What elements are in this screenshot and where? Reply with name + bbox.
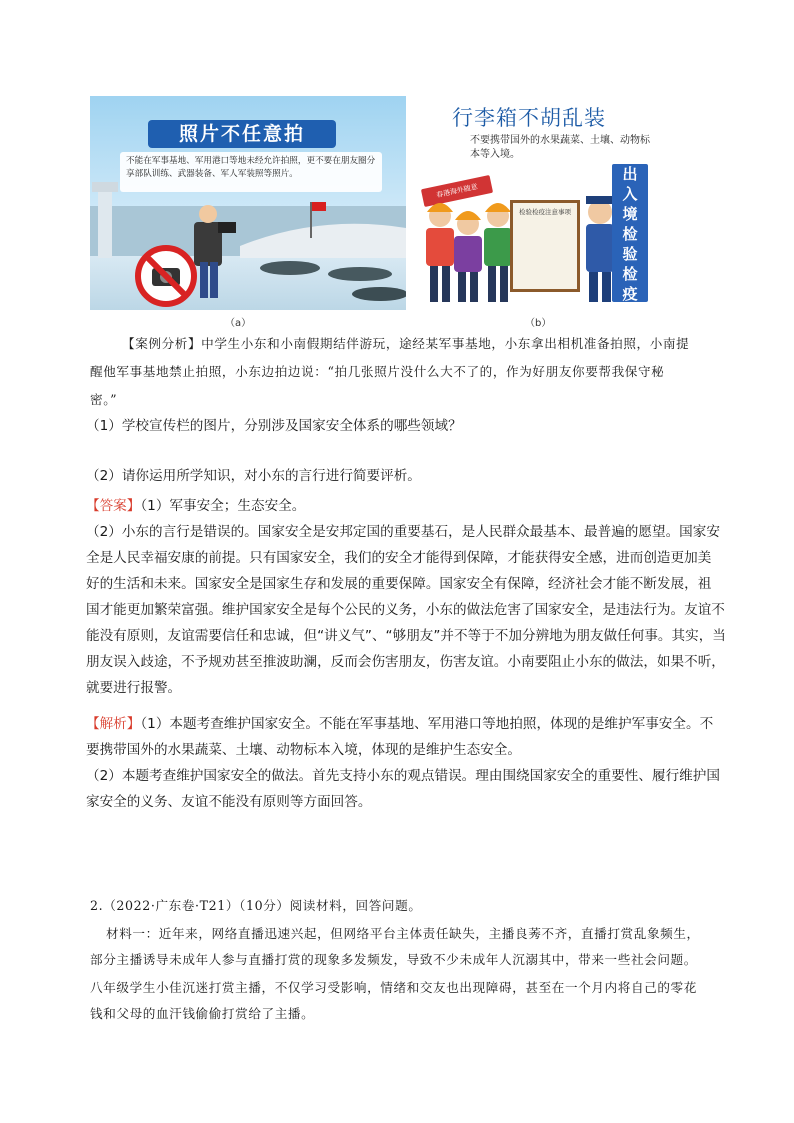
case-line-3: 密。” (90, 392, 118, 407)
caption-a: （a） (225, 318, 252, 329)
material-line-4: 钱和父母的血汗钱偷偷打赏给了主播。 (90, 1006, 315, 1021)
case-line-2: 醒他军事基地禁止拍照，小东边拍边说：“拍几张照片没什么大不了的，作为好朋友你要帮我保守秘 (90, 364, 665, 379)
analysis-line: 家安全的义务、友谊不能没有原则等方面回答。 (86, 794, 372, 810)
sign-char: 检 (622, 225, 638, 243)
luggage-rule-title: 行李箱不胡乱装 (452, 106, 606, 130)
notice-board-title: 检验检疫注意事项 (519, 208, 571, 216)
no-camera-icon (134, 244, 198, 308)
sign-char: 疫 (622, 285, 638, 303)
analysis-part-1: （1）本题考查维护国家安全。不能在军事基地、军用港口等地拍照，体现的是维护军事安全。不 (140, 716, 714, 732)
answer-part-1: （1）军事安全；生态安全。 (140, 498, 306, 514)
material-line-2: 部分主播诱导未成年人参与直播打赏的现象多发频发，导致不少未成年人沉溺其中，带来一些社会问题。 (90, 952, 697, 967)
material-line-3: 八年级学生小佳沉迷打赏主播，不仅学习受影响，情绪和交友也出现障碍，甚至在一个月内将自己的零花 (90, 980, 697, 995)
question-2: （2）请你运用所学知识，对小东的言行进行简要评析。 (86, 468, 421, 484)
sign-char: 入 (622, 185, 638, 203)
photo-rule-note: 不能在军事基地、军用港口等地未经允许拍照，更不要在朋友圈分享部队训练、武器装备、军人军装照等照片。 (120, 152, 382, 192)
analysis-line: 要携带国外的水果蔬菜、土壤、动物标本入境，体现的是维护生态安全。 (86, 742, 521, 758)
answer-label: 【答案】 (86, 498, 141, 514)
notice-board (510, 200, 580, 292)
answer-line: 好的生活和未来。国家安全是国家生存和发展的重要保障。国家安全有保障，经济社会才能不断发展，祖 (86, 576, 712, 592)
quarantine-sign (612, 164, 648, 302)
answer-line: 国才能更加繁荣富强。维护国家安全是每个公民的义务，小东的做法危害了国家安全，是违法行为。友谊不 (86, 602, 725, 618)
answer-line: 就要进行报警。 (86, 680, 182, 696)
caption-b: （b） (525, 318, 552, 329)
sign-char: 境 (622, 205, 638, 223)
travel-tag: 春港海外随意 (421, 175, 493, 207)
material-line-1: 材料一：近年来，网络直播迅速兴起，但网络平台主体责任缺失，主播良莠不齐，直播打赏乱象频生， (106, 926, 700, 941)
answer-first-line (86, 494, 305, 518)
luggage-rule-subtitle: 不要携带国外的水果蔬菜、土壤、动物标本等入境。 (470, 135, 650, 160)
analysis-label: 【解析】 (86, 716, 141, 732)
answer-line: 朋友误入歧途，不予规劝甚至推波助澜，反而会伤害朋友，伤害友谊。小南要阻止小东的做法，如果不听， (86, 654, 725, 670)
photo-rule-banner: 照片不任意拍 (148, 120, 336, 148)
illustration-luggage-rule (418, 96, 658, 310)
analysis-first-line (86, 712, 713, 736)
answer-line: 全是人民幸福安康的前提。只有国家安全，我们的安全才能得到保障，才能获得安全感，进而创造更加美 (86, 550, 712, 566)
sign-char: 检 (622, 265, 638, 283)
sign-char: 验 (622, 245, 638, 263)
sign-char: 出 (622, 165, 638, 183)
analysis-line: （2）本题考查维护国家安全的做法。首先支持小东的观点错误。理由围绕国家安全的重要性、履行维护国 (86, 768, 720, 784)
answer-line: 能没有原则，友谊需要信任和忠诚，但“讲义气”、“够朋友”并不等于不加分辨地为朋友做任何事。其实，当 (86, 628, 726, 644)
question-1: （1）学校宣传栏的图片，分别涉及国家安全体系的哪些领域？ (86, 418, 462, 434)
question-2-heading: 2.（2022·广东卷·T21）（10分）阅读材料，回答问题。 (90, 898, 422, 913)
case-line-1: 【案例分析】中学生小东和小南假期结伴游玩，途经某军事基地，小东拿出相机准备拍照，小南提 (122, 336, 690, 351)
illustration-photo-rule (90, 96, 406, 310)
answer-line: （2）小东的言行是错误的。国家安全是安邦定国的重要基石，是人民群众最基本、最普遍的愿望。国家安 (86, 524, 720, 540)
